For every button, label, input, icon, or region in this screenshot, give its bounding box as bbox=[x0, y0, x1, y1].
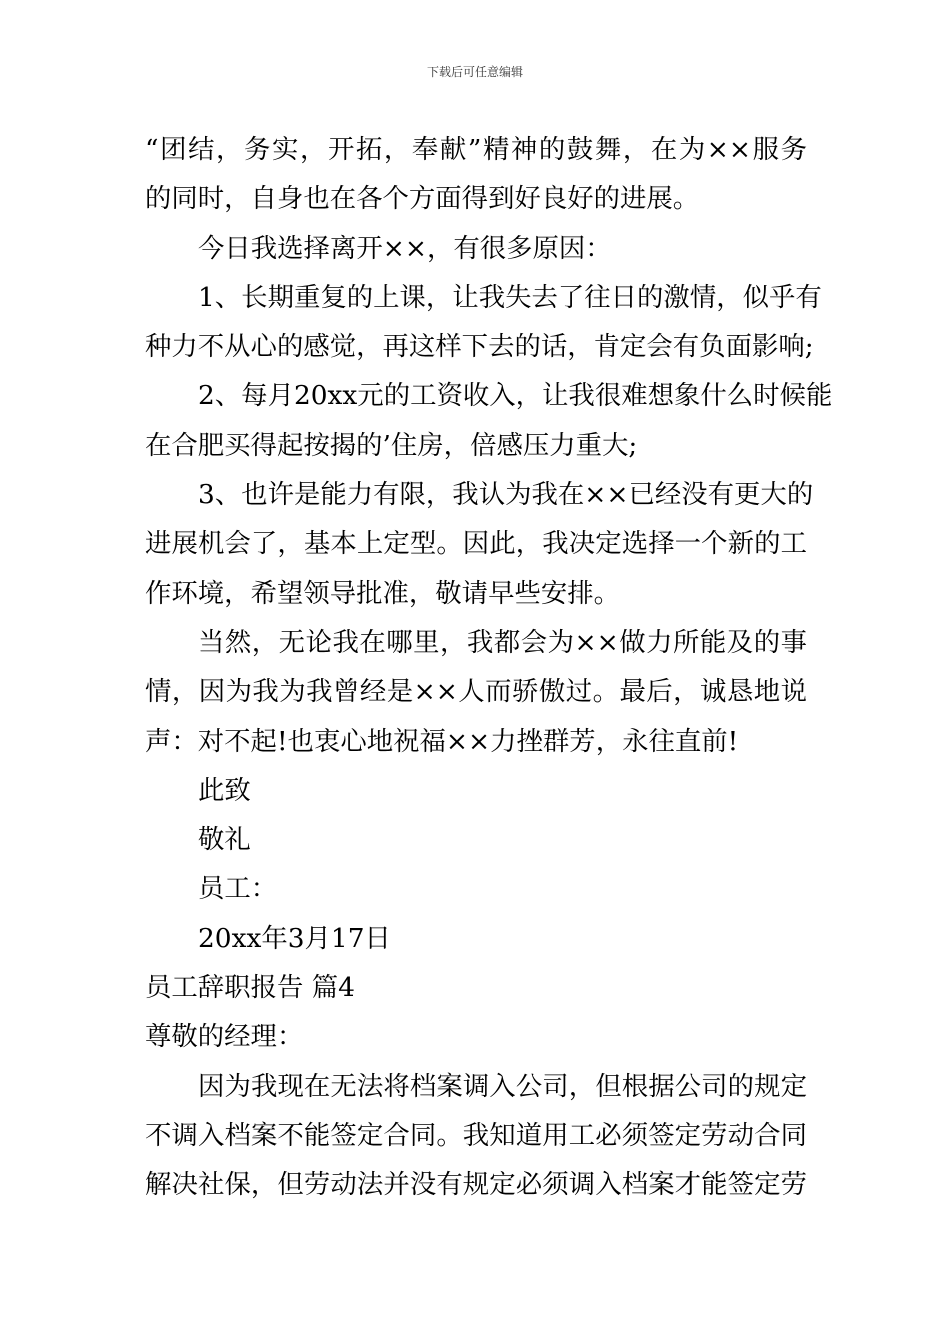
text-line: 1、长期重复的上课，让我失去了往日的激情，似乎有 bbox=[198, 281, 822, 313]
text-line: 进展机会了，基本上定型。因此，我决定选择一个新的工 bbox=[145, 528, 807, 560]
text-line: 声：对不起!也衷心地祝福××力挫群芳，永往直前! bbox=[145, 725, 739, 757]
text-line: 在合肥买得起按揭的’住房，倍感压力重大; bbox=[145, 429, 638, 461]
text-line: 的同时，自身也在各个方面得到好良好的进展。 bbox=[145, 183, 700, 215]
text-line: 今日我选择离开××，有很多原因： bbox=[198, 232, 612, 264]
text-line: 作环境，希望领导批准，敬请早些安排。 bbox=[145, 577, 621, 609]
text-line: 因为我现在无法将档案调入公司，但根据公司的规定 bbox=[198, 1070, 807, 1102]
page-header-note: 下载后可任意编辑 bbox=[426, 65, 523, 79]
text-line: 3、也许是能力有限，我认为我在××已经没有更大的 bbox=[198, 479, 814, 511]
closing-salutation: 此致 bbox=[198, 774, 251, 806]
text-line: 种力不从心的感觉，再这样下去的话，肯定会有负面影响; bbox=[145, 331, 814, 363]
text-line: 不调入档案不能签定合同。我知道用工必须签定劳动合同 bbox=[145, 1119, 807, 1151]
text-line: 情，因为我为我曾经是××人而骄傲过。最后，诚恳地说 bbox=[145, 676, 807, 708]
text-line: “团结，务实，开拓，奉献”精神的鼓舞，在为××服务 bbox=[145, 134, 807, 165]
section-heading: 员工辞职报告 篇4 bbox=[145, 972, 355, 1004]
text-line: 解决社保，但劳动法并没有规定必须调入档案才能签定劳 bbox=[145, 1169, 807, 1201]
letter-greeting: 尊敬的经理： bbox=[145, 1021, 304, 1053]
text-line: 2、每月20xx元的工资收入，让我很难想象什么时候能 bbox=[198, 380, 833, 412]
signature-label: 员工： bbox=[198, 873, 278, 905]
closing-regards: 敬礼 bbox=[198, 824, 251, 856]
signature-date: 20xx年3月17日 bbox=[198, 922, 391, 954]
document-body bbox=[145, 125, 833, 1210]
text-line: 当然，无论我在哪里，我都会为××做力所能及的事 bbox=[198, 626, 807, 658]
